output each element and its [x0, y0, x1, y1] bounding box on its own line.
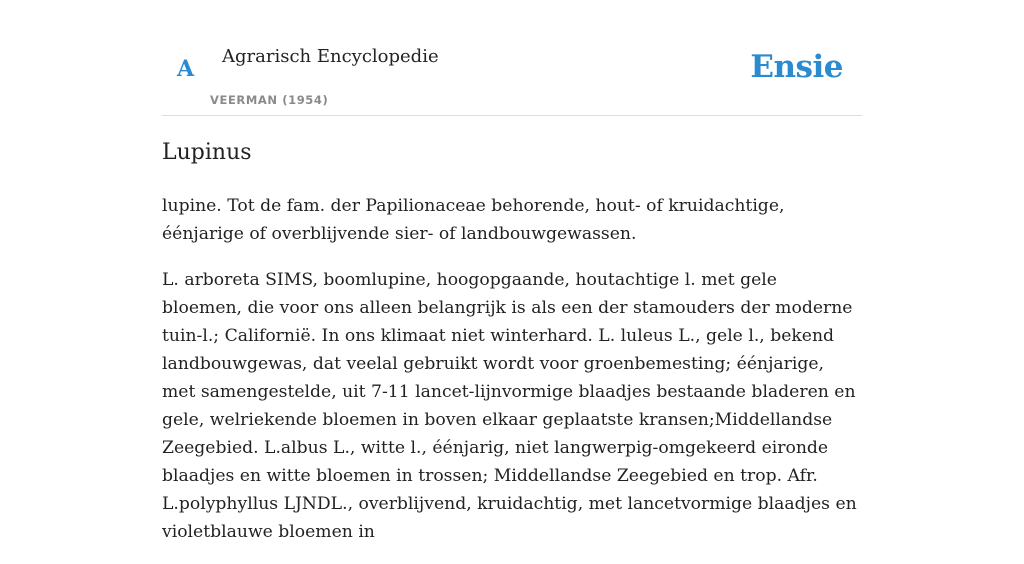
entry-paragraph: lupine. Tot de fam. der Papilionaceae behorende, hout- of kruidachtige, éénjarige of overblijvende sier- of landbouwgewassen. — [162, 196, 785, 244]
entry-title: Lupinus — [162, 140, 252, 165]
letter-index-link[interactable]: A — [177, 56, 195, 82]
source-title[interactable]: Agrarisch Encyclopedie — [222, 46, 439, 67]
entry-paragraph: L. arboreta SIMS, boomlupine, hoogopgaande, houtachtige l. met gele bloemen, die voor ons alleen belangrijk is als een der stamouders der moderne tuin-l.; Californië. In ons klimaat niet winterhard. L. luleus L., gele l., bekend landbouwgewas, dat veelal gebruikt wordt voor groenbemesting; éénjarige, met samengestelde, uit 7-11 lancet-lijnvormige blaadjes bestaande bladeren en gele, welriekende bloemen in boven elkaar geplaatste kransen;Middellandse Zeegebied. L.albus L., witte l., éénjarig, niet langwerpig-omgekeerd eironde blaadjes en witte bloemen in trossen; Middellandse Zeegebied en trop. Afr. L.polyphyllus LJNDL., overblijvend, kruidachtig, met lancetvormige blaadjes en violetblauwe bloemen in — [162, 270, 857, 542]
article-page — [162, 0, 862, 542]
source-header — [162, 0, 862, 116]
ensie-logo[interactable]: Ensie — [750, 49, 843, 85]
source-meta: VEERMAN (1954) — [210, 93, 329, 107]
entry-content — [162, 192, 862, 564]
